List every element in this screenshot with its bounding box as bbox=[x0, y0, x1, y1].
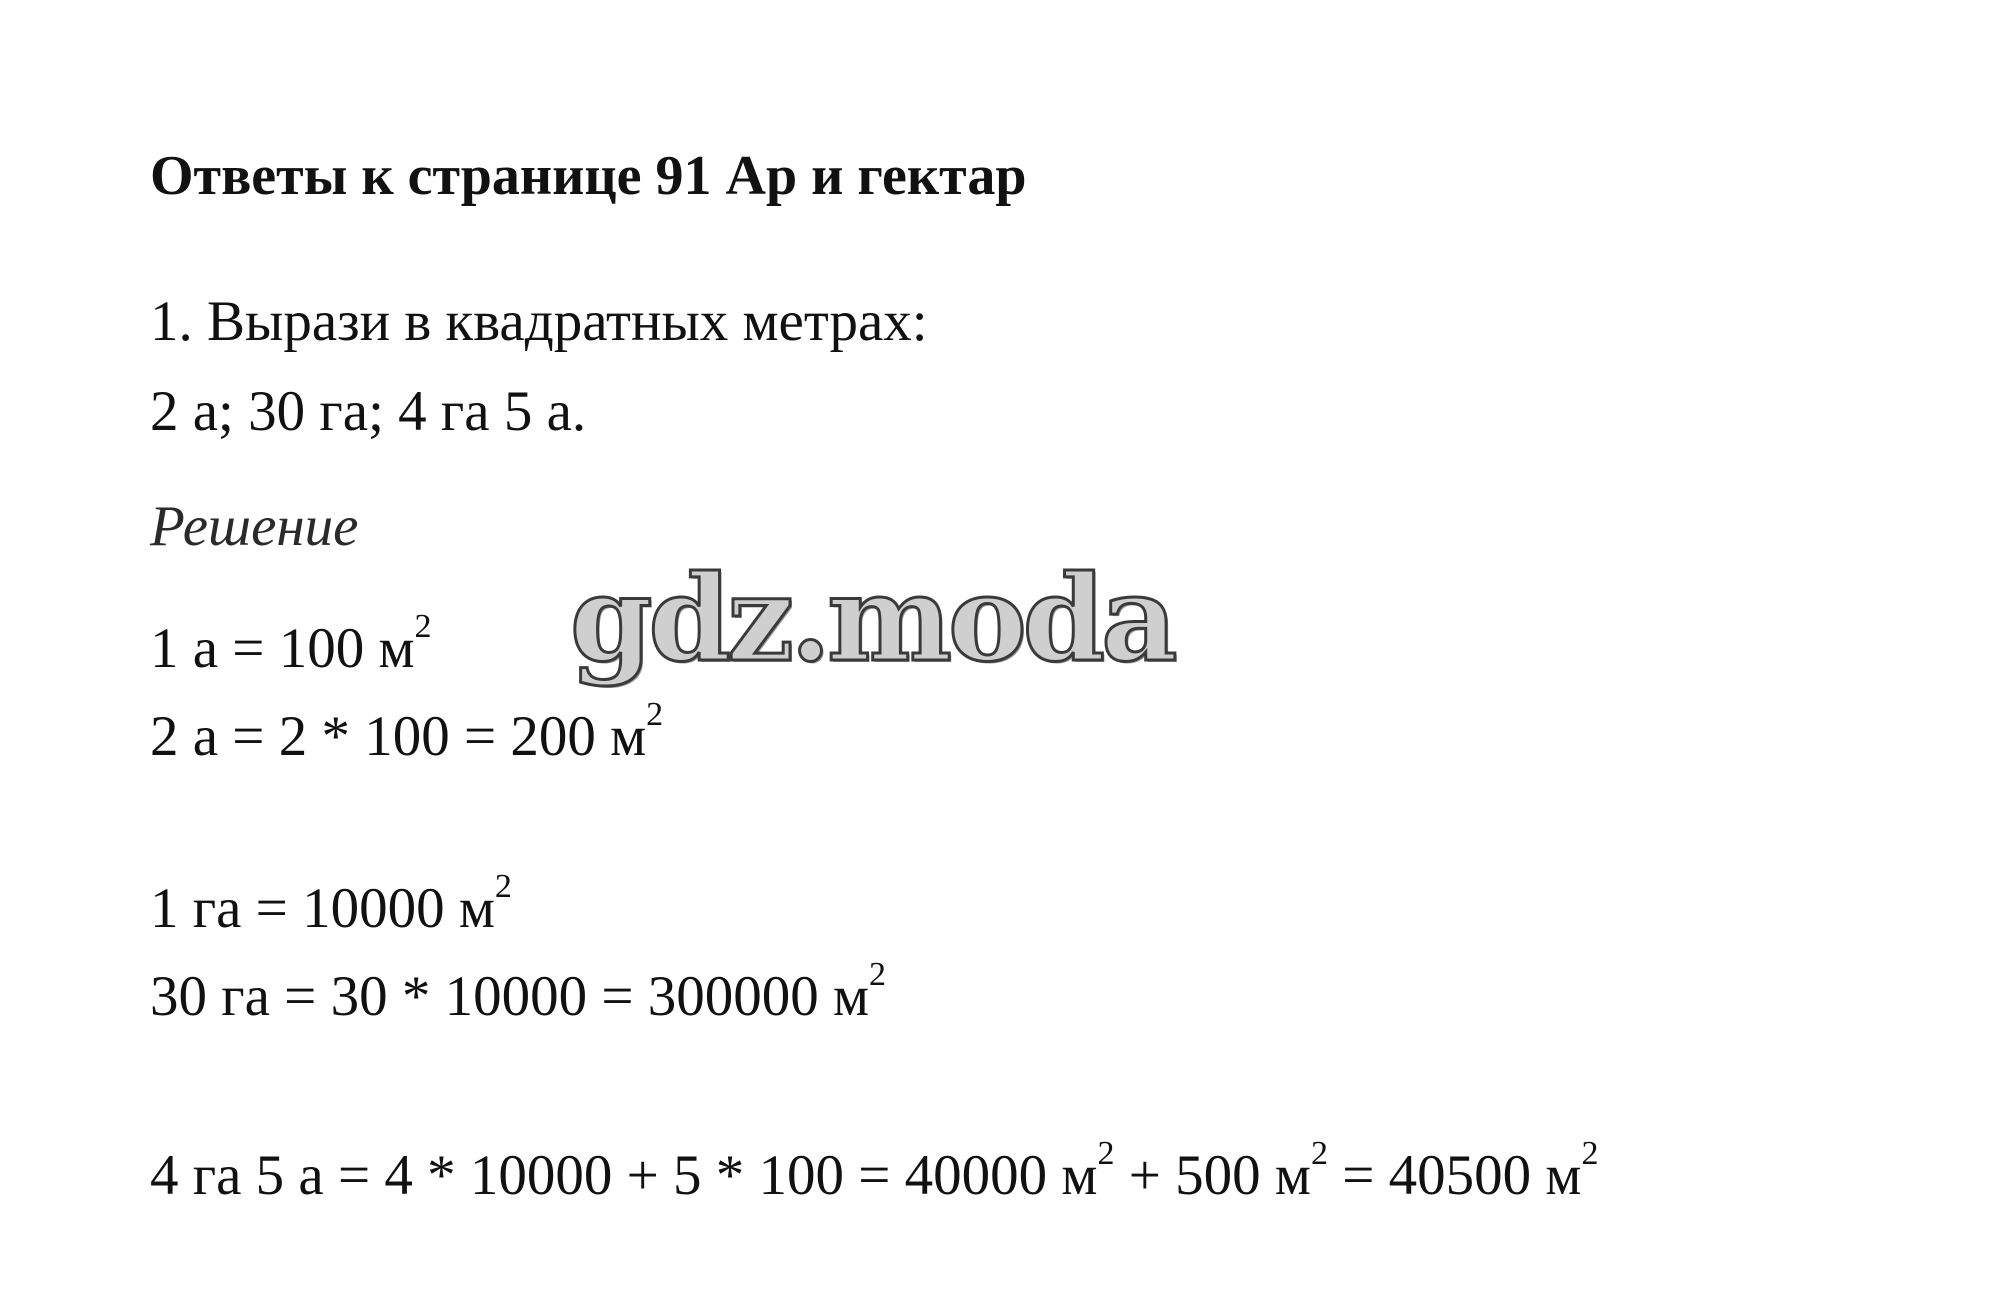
solution-line-1 bbox=[150, 608, 432, 680]
solution-line-4-text: 30 га = 30 * 10000 = 300000 м bbox=[150, 965, 870, 1028]
page-title: Ответы к странице 91 Ар и гектар bbox=[150, 145, 1027, 207]
solution-line-2 bbox=[150, 696, 664, 768]
exponent: 2 bbox=[1097, 1135, 1115, 1172]
exponent: 2 bbox=[646, 696, 664, 733]
solution-line-5-part-2: + 500 м bbox=[1114, 1144, 1311, 1207]
solution-line-5 bbox=[150, 1135, 1599, 1207]
solution-line-3-text: 1 га = 10000 м bbox=[150, 877, 495, 940]
solution-line-5-part-3: = 40500 м bbox=[1327, 1144, 1582, 1207]
solution-line-3 bbox=[150, 868, 512, 940]
task-statement: 1. Вырази в квадратных метрах: bbox=[150, 290, 928, 353]
exponent: 2 bbox=[1310, 1135, 1328, 1172]
solution-line-2-text: 2 а = 2 * 100 = 200 м bbox=[150, 705, 647, 768]
exponent: 2 bbox=[1581, 1135, 1599, 1172]
exponent: 2 bbox=[494, 868, 512, 905]
solution-line-1-text: 1 а = 100 м bbox=[150, 617, 415, 680]
exponent: 2 bbox=[869, 956, 887, 993]
watermark-logo: gdz.moda bbox=[570, 549, 1174, 688]
solution-line-4 bbox=[150, 956, 887, 1028]
task-given-values: 2 а; 30 га; 4 га 5 а. bbox=[150, 380, 587, 443]
solution-line-5-part-1: 4 га 5 а = 4 * 10000 + 5 * 100 = 40000 м bbox=[150, 1144, 1098, 1207]
exponent: 2 bbox=[414, 608, 432, 645]
solution-label: Решение bbox=[150, 495, 359, 558]
